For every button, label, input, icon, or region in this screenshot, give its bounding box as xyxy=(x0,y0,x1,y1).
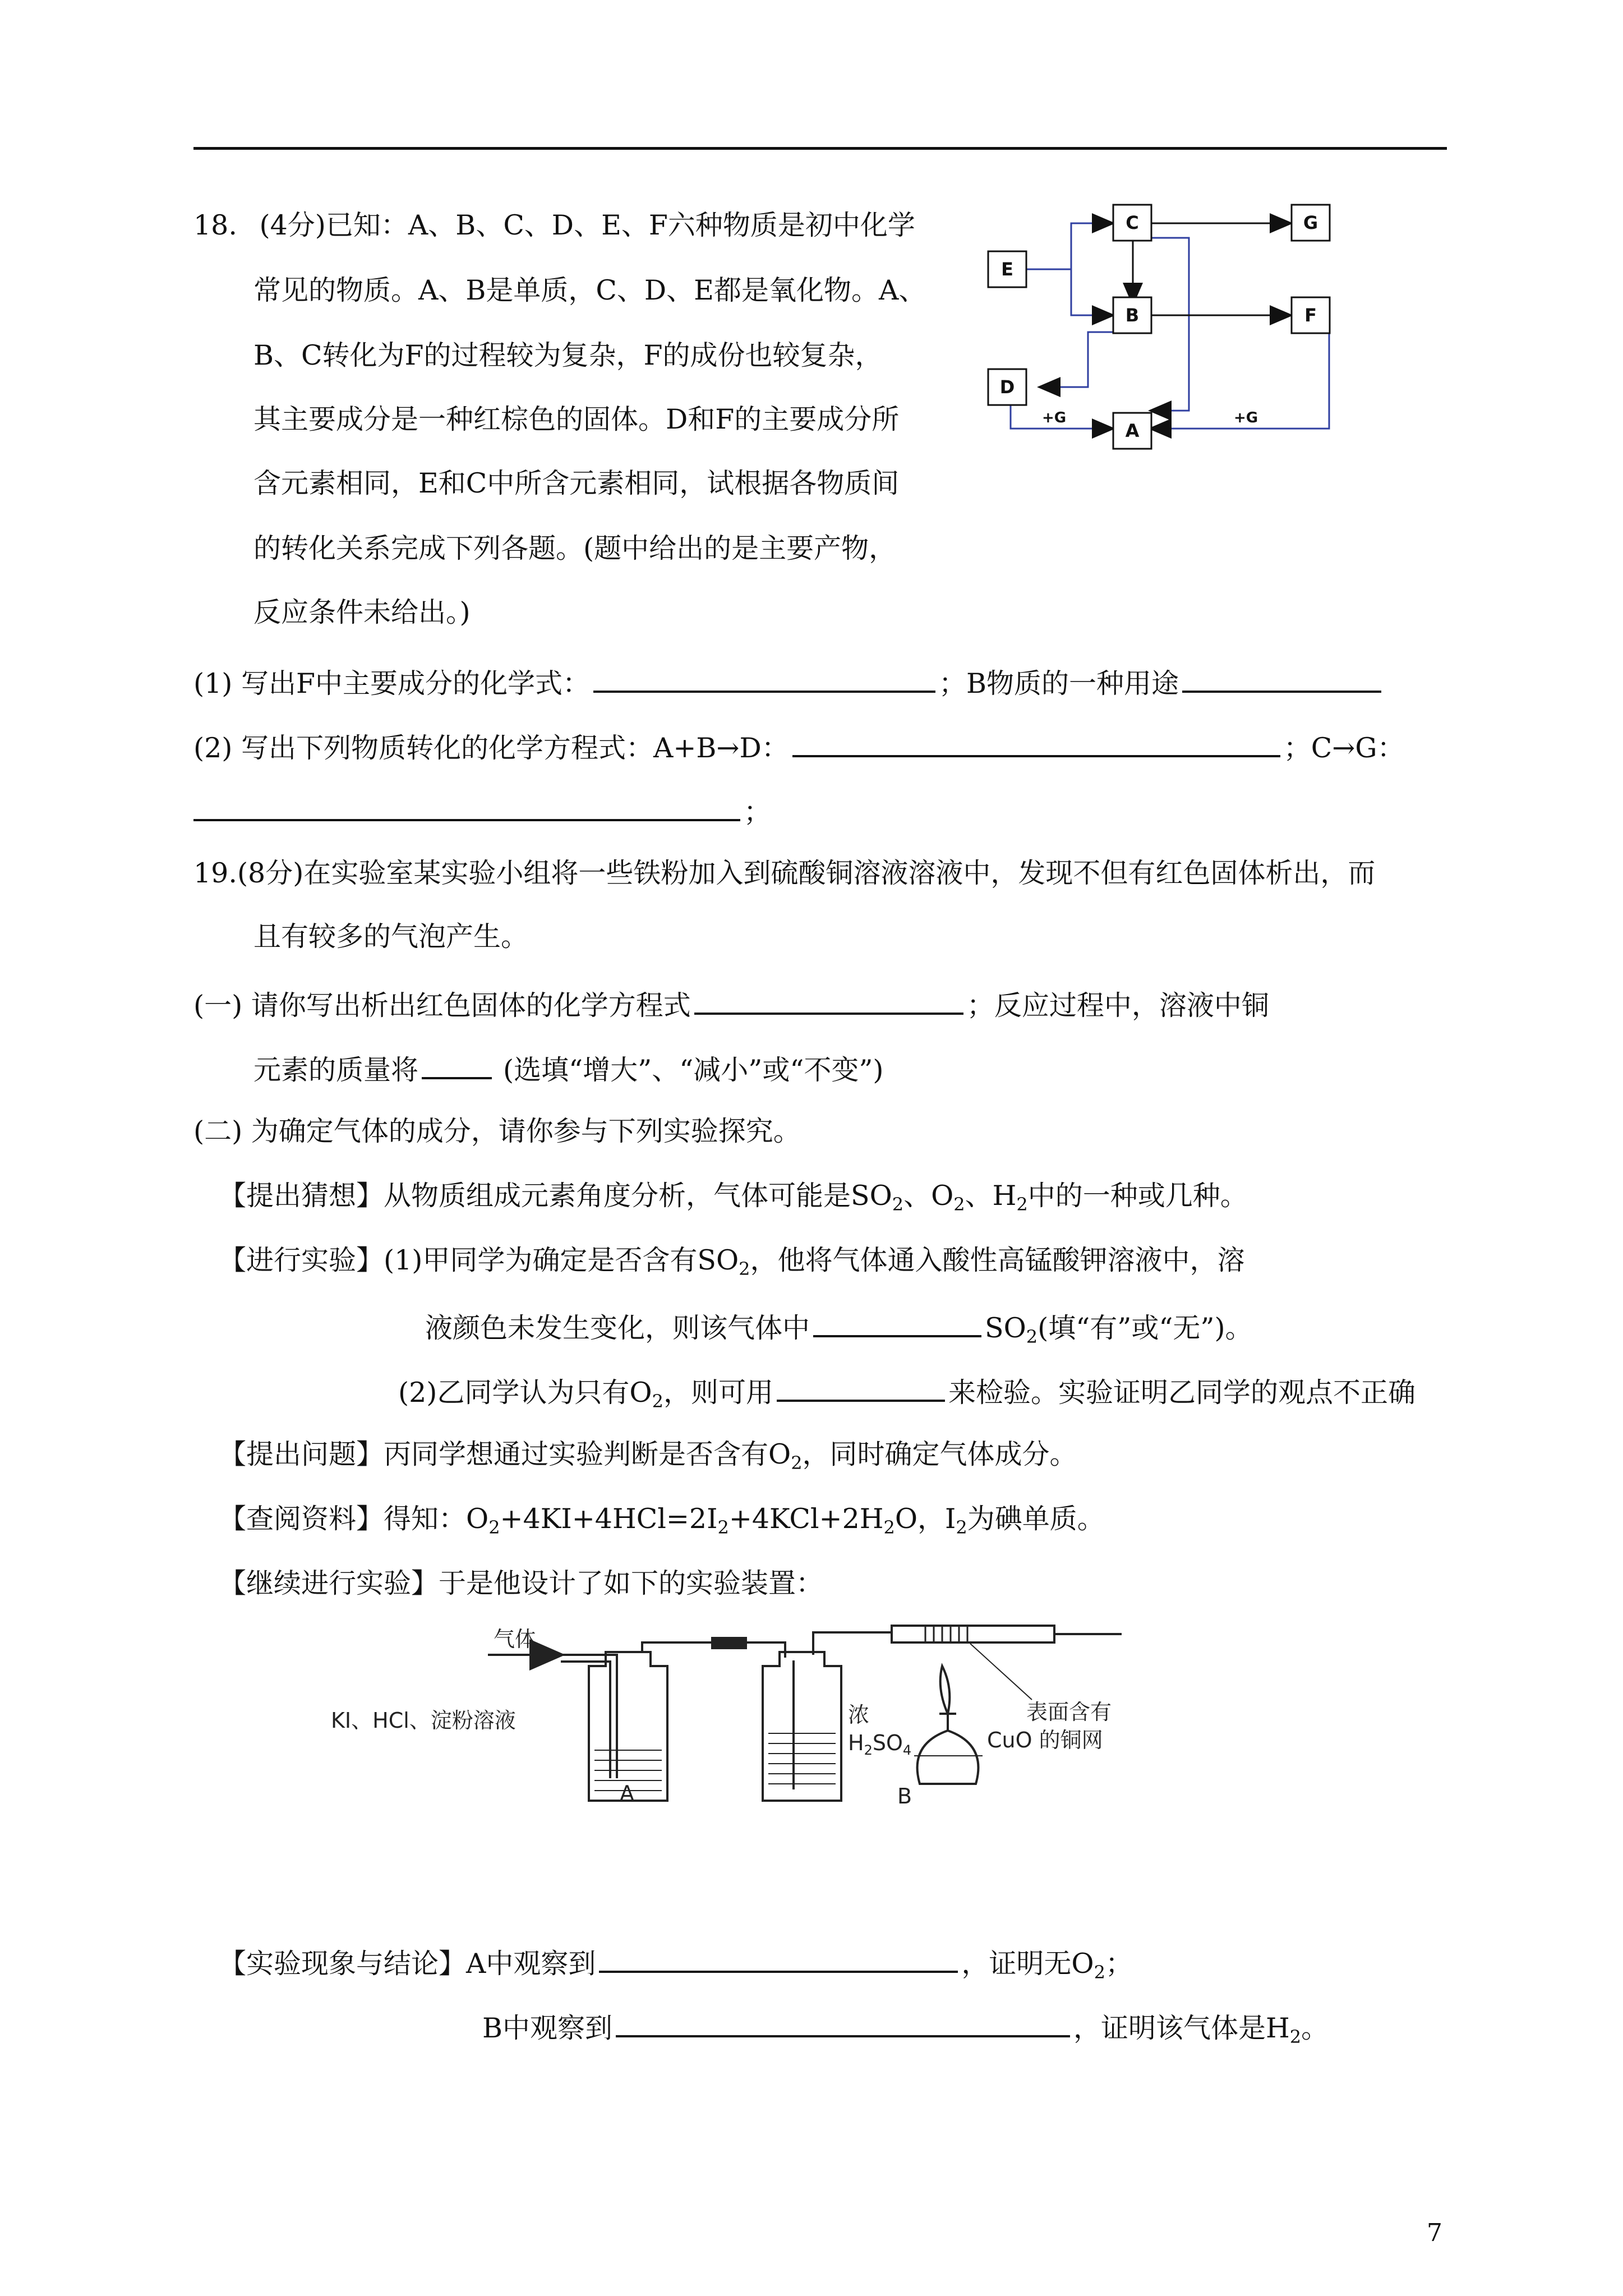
result-1-text-b: ，证明无O xyxy=(961,1948,1094,1980)
experiment-1-text-c: 液颜色未发生变化，则该气体中 xyxy=(425,1312,810,1344)
experiment-2-text-a: (2)乙同学认为只有O xyxy=(398,1377,652,1409)
q18-line-6: 的转化关系完成下列各题。(题中给出的是主要产物， xyxy=(253,532,897,564)
q18-line-3: B、C转化为F的过程较为复杂，F的成份也较复杂， xyxy=(253,339,883,371)
sub-2: 2 xyxy=(883,1517,895,1538)
q19-experiment-1-cont xyxy=(425,1308,1253,1345)
hypothesis-text-d: 中的一种或几种。 xyxy=(1027,1180,1248,1212)
q18-sub1-prefix: (1) 写出F中主要成分的化学式： xyxy=(193,668,590,700)
q19-experiment-2 xyxy=(398,1373,1415,1410)
result-2-text-a: B中观察到 xyxy=(482,2012,613,2044)
node-a: A xyxy=(1125,420,1140,441)
acid-label-1: 浓 xyxy=(848,1703,870,1727)
q19-reference xyxy=(219,1502,1105,1536)
node-f: F xyxy=(1304,305,1317,326)
node-g: G xyxy=(1303,212,1318,233)
bottle-b-label: B xyxy=(897,1784,912,1809)
experiment-2-blank[interactable] xyxy=(777,1373,945,1402)
sub-2: 2 xyxy=(791,1452,803,1474)
experiment-tag: 【进行实验】 xyxy=(219,1244,384,1276)
experiment-2-text-c: 来检验。实验证明乙同学的观点不正确 xyxy=(948,1377,1415,1409)
q18-relationship-diagram xyxy=(976,191,1368,460)
result-2-text-b: ，证明该气体是H xyxy=(1073,2012,1290,2044)
result-1-blank[interactable] xyxy=(599,1944,958,1973)
node-e: E xyxy=(1001,259,1013,280)
q18-sub2 xyxy=(193,728,1404,765)
q19-part1 xyxy=(193,986,1269,1023)
continue-text: 于是他设计了如下的实验装置： xyxy=(439,1567,824,1599)
question-text-b: ，同时确定气体成分。 xyxy=(802,1438,1077,1470)
hypothesis-text-b: 、O xyxy=(903,1180,954,1212)
copper-label-1: 表面含有 xyxy=(1026,1700,1112,1724)
node-c: C xyxy=(1126,212,1139,233)
burner xyxy=(917,1731,979,1784)
sub-2: 2 xyxy=(1016,1194,1028,1215)
bottle-a-label: A xyxy=(620,1781,634,1806)
reference-text-b: +4KI+4HCl=2I xyxy=(500,1503,718,1535)
sub-2: 2 xyxy=(1026,1326,1038,1347)
node-b: B xyxy=(1125,305,1140,326)
q18-sub2-cont xyxy=(193,792,771,829)
edge-label-right: +G xyxy=(1234,409,1258,426)
sub-2: 2 xyxy=(1094,1962,1105,1983)
sub-2: 2 xyxy=(956,1517,967,1538)
q19-hypothesis xyxy=(219,1179,1248,1213)
sub-2: 2 xyxy=(739,1258,750,1280)
sub-2: 2 xyxy=(488,1517,500,1538)
q18-sub1 xyxy=(193,664,1385,701)
q18-sub2-end: ； xyxy=(744,796,772,828)
node-d: D xyxy=(999,376,1015,398)
apparatus-diagram xyxy=(325,1616,1144,1818)
reference-text-d: O，I xyxy=(895,1503,956,1535)
q18-intro-0: (4分)已知：A、B、C、D、E、F六种物质是初中化学 xyxy=(259,209,915,241)
reference-text-e: 为碘单质。 xyxy=(967,1503,1105,1535)
q18-line-1 xyxy=(193,209,915,242)
q19-continue xyxy=(219,1567,823,1600)
q18-sub2-blank-abd[interactable] xyxy=(792,728,1280,757)
sub-2: 2 xyxy=(1289,2026,1302,2047)
reference-tag: 【查阅资料】 xyxy=(219,1503,384,1535)
q19-question xyxy=(219,1438,1077,1474)
q19-part2: (二) 为确定气体的成分，请你参与下列实验探究。 xyxy=(193,1115,801,1147)
experiment-2-text-b: ，则可用 xyxy=(663,1377,773,1409)
q18-sub2-blank-cg[interactable] xyxy=(193,792,740,821)
q19-line-1 xyxy=(193,857,1375,890)
q19-part1-c: 元素的质量将 xyxy=(253,1054,419,1086)
q18-line-7: 反应条件未给出。) xyxy=(253,596,471,628)
edge-label-left: +G xyxy=(1042,409,1067,426)
q19-part1-cont xyxy=(253,1050,884,1087)
hypothesis-text-c: 、H xyxy=(965,1180,1017,1212)
q19-line-2: 且有较多的气泡产生。 xyxy=(253,921,529,953)
bottle-acid xyxy=(763,1652,841,1801)
reference-text-c: +4KCl+2H xyxy=(728,1503,884,1535)
result-2-text-c: 。 xyxy=(1301,2012,1329,2044)
result-2-blank[interactable] xyxy=(616,2008,1070,2037)
sub-2: 2 xyxy=(717,1517,729,1538)
sub-2: 2 xyxy=(953,1194,965,1215)
q18-sub2-prefix: (2) 写出下列物质转化的化学方程式：A+B→D： xyxy=(193,732,789,764)
q19-part1-d: (选填“增大”、“减小”或“不变”) xyxy=(503,1054,884,1086)
q19-number: 19. xyxy=(193,857,237,889)
q19-result-2 xyxy=(482,2008,1329,2045)
question-tag: 【提出问题】 xyxy=(219,1438,384,1470)
copper-label-2: CuO 的铜网 xyxy=(987,1728,1103,1752)
acid-label-formula: $H_2SO_4$ xyxy=(848,1731,912,1758)
q19-part1-blank-mass[interactable] xyxy=(422,1050,492,1079)
combustion-tube xyxy=(892,1626,1054,1642)
q18-line-4: 其主要成分是一种红棕色的固体。D和F的主要成分所 xyxy=(253,403,900,435)
experiment-1-blank[interactable] xyxy=(813,1308,981,1337)
hypothesis-tag: 【提出猜想】 xyxy=(219,1180,384,1212)
q18-line-2: 常见的物质。A、B是单质，C、D、E都是氧化物。A、 xyxy=(253,274,926,306)
continue-tag: 【继续进行实验】 xyxy=(219,1567,439,1599)
page-number: 7 xyxy=(1427,2219,1442,2247)
q19-result-1 xyxy=(219,1944,1133,1981)
sub-2: 2 xyxy=(892,1194,904,1215)
q18-sub1-mid: ；B物质的一种用途 xyxy=(938,668,1179,700)
experiment-1-text-e: (填“有”或“无”)。 xyxy=(1038,1312,1253,1344)
q18-number: 18. xyxy=(193,209,237,241)
q19-part1-b: ；反应过程中，溶液中铜 xyxy=(966,990,1269,1022)
bottle-a xyxy=(589,1652,667,1801)
q19-experiment-1 xyxy=(219,1244,1245,1280)
experiment-1-text-b: ，他将气体通入酸性高锰酸钾溶液中，溶 xyxy=(750,1244,1245,1276)
hypothesis-text-a: 从物质组成元素角度分析，气体可能是SO xyxy=(384,1180,892,1212)
gas-label: 气体 xyxy=(494,1627,537,1651)
result-tag: 【实验现象与结论】 xyxy=(219,1948,467,1980)
experiment-1-text-a: (1)甲同学为确定是否含有SO xyxy=(384,1244,739,1276)
experiment-1-text-d: SO xyxy=(985,1312,1026,1344)
q18-sub1-blank-formula[interactable] xyxy=(593,664,935,693)
q19-part1-blank-equation[interactable] xyxy=(694,986,963,1015)
q18-line-5: 含元素相同，E和C中所含元素相同，试根据各物质间 xyxy=(253,467,900,499)
q18-sub2-mid: ；C→G： xyxy=(1283,732,1405,764)
q18-sub1-blank-use[interactable] xyxy=(1182,664,1381,693)
q19-part1-a: (一) 请你写出析出红色固体的化学方程式 xyxy=(193,990,691,1022)
question-text-a: 丙同学想通过实验判断是否含有O xyxy=(384,1438,791,1470)
bottle-a-solution-label: KI、HCl、淀粉溶液 xyxy=(331,1708,516,1733)
sub-2: 2 xyxy=(652,1391,663,1412)
header-rule xyxy=(193,147,1447,150)
q19-intro: (8分)在实验室某实验小组将一些铁粉加入到硫酸铜溶液溶液中，发现不但有红色固体析出，而 xyxy=(237,857,1376,889)
result-1-text-a: A中观察到 xyxy=(466,1948,596,1980)
result-1-text-c: ； xyxy=(1105,1948,1133,1980)
reference-text-a: 得知：O xyxy=(384,1503,489,1535)
